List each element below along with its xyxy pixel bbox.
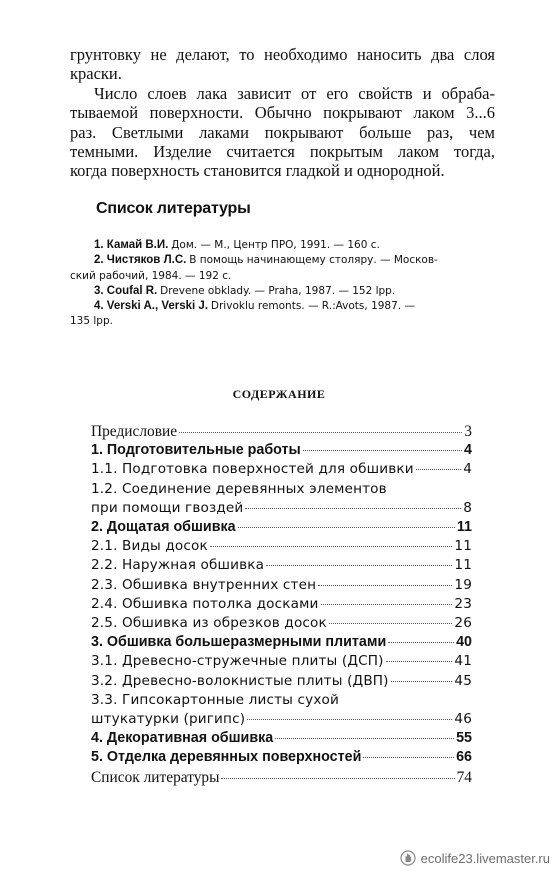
bibliography-item [70, 238, 495, 253]
watermark-text: ecolife23.livemaster.ru [420, 850, 550, 866]
paragraph-line: краски. [70, 64, 122, 84]
dot-leader [386, 661, 453, 662]
bibliography-item [70, 299, 495, 330]
toc-entry-title: 2.5. Обшивка из обрезков досок [91, 615, 327, 632]
paragraph-line: когда поверхность становится гладкой и однородной. [70, 161, 445, 181]
toc-page-number: 40 [456, 634, 472, 651]
paragraph-line: тываемой поверхности. Обычно покрывают лаком 3...6 [70, 103, 495, 123]
bibliography-item [70, 253, 495, 284]
toc-entry [91, 422, 472, 441]
toc-page-number: 74 [456, 768, 472, 786]
toc-entry [91, 633, 472, 652]
toc-entry-title: 5. Отделка деревянных поверхностей [91, 749, 362, 766]
toc-entry-title: 3.1. Древесно-стружечные плиты (ДСП) [91, 653, 384, 670]
toc-entry-title: 1.1. Подготовка поверхностей для обшивки [91, 461, 414, 478]
toc-entry-title: 3.2. Древесно-волокнистые плиты (ДВП) [91, 672, 389, 689]
paragraph-line: раз. Светлыми лаками покрывают больше раз, чем [70, 122, 495, 142]
dot-leader [210, 546, 453, 547]
toc-page-number: 45 [454, 672, 472, 689]
toc-entry [91, 576, 472, 595]
bibliography-text: В помощь начинающему столяру. — Москов- [189, 254, 438, 267]
toc-entry-title-continued: при помощи гвоздей [91, 499, 244, 516]
toc-entry [91, 729, 472, 748]
dot-leader [221, 778, 454, 779]
toc-entry [91, 748, 472, 767]
hand-icon [400, 850, 416, 866]
dot-leader [391, 681, 453, 682]
toc-entry-title: 2.1. Виды досок [91, 538, 208, 555]
toc-entry-title: 1. Подготовительные работы [91, 442, 301, 459]
bibliography-author: 2. Чистяков Л.С. [94, 254, 187, 267]
toc-entry [91, 556, 472, 575]
dot-leader [363, 757, 454, 758]
toc-entry-title: Список литературы [91, 768, 220, 786]
bibliography-text: ский рабочий, 1984. — 192 с. [70, 269, 232, 282]
bibliography-text: Drevene obklady. — Praha, 1987. — 152 lpp. [160, 284, 396, 297]
paragraph-line: темными. Изделие считается покрытым лаком тогда, [70, 141, 495, 161]
toc-entry [91, 691, 472, 729]
toc-entry-title: 2.4. Обшивка потолка досками [91, 595, 319, 612]
paragraph-line: Число слоев лака зависит от его свойств и обраба- [94, 84, 495, 103]
dot-leader [303, 450, 462, 451]
toc-entry-title: 4. Декоративная обшивка [91, 730, 274, 747]
paragraph-1 [70, 45, 495, 84]
bibliography-title: Список литературы [96, 200, 251, 217]
toc-entry-title-continued: штукатурки (ригипс) [91, 711, 246, 728]
toc-entry [91, 518, 472, 537]
bibliography-text: Дом. — М., Центр ПРО, 1991. — 160 с. [171, 239, 380, 251]
paragraph-2 [70, 84, 495, 180]
dot-leader [416, 469, 461, 470]
toc-entry [91, 672, 472, 691]
toc-page-number: 11 [456, 519, 472, 536]
dot-leader [179, 432, 462, 433]
toc-entry [91, 652, 472, 671]
dot-leader [329, 623, 453, 624]
toc-entry-title: Предисловие [91, 423, 178, 440]
bibliography-list [70, 238, 495, 330]
dot-leader [318, 585, 452, 586]
toc-entry [91, 480, 472, 518]
toc-entry-title: 2. Дощатая обшивка [91, 519, 236, 536]
toc-page-number: 46 [454, 711, 472, 728]
bibliography-text: 135 lpp. [70, 315, 113, 328]
toc-entry [91, 460, 472, 479]
dot-leader [388, 642, 454, 643]
toc-entry-title: 3.3. Гипсокартонные листы сухой [91, 691, 339, 708]
toc-entry-title: 3. Обшивка большеразмерными плитами [91, 634, 387, 651]
toc-page-number: 11 [454, 538, 472, 555]
dot-leader [321, 604, 453, 605]
toc-entry-title: 2.2. Наружная обшивка [91, 557, 265, 574]
toc-page-number: 11 [454, 557, 472, 574]
bibliography-author: 4. Verski A., Verski J. [94, 300, 209, 313]
dot-leader [247, 719, 452, 720]
dot-leader [238, 527, 455, 528]
toc-entry [91, 595, 472, 614]
toc-entry-title: 2.3. Обшивка внутренних стен [91, 576, 317, 593]
toc-entry [91, 614, 472, 633]
toc-entry [91, 537, 472, 556]
toc-entry [91, 768, 472, 787]
bibliography-text: Drivoklu remonts. — R.:Avots, 1987. — [210, 300, 415, 313]
toc-page-number: 55 [456, 730, 472, 747]
toc-page-number: 23 [454, 595, 472, 612]
toc-page-number: 8 [463, 499, 472, 516]
toc-page-number: 26 [454, 615, 472, 632]
dot-leader [266, 565, 452, 566]
bibliography-author: 3. Coufal R. [94, 284, 158, 297]
toc-page-number: 19 [454, 576, 472, 593]
toc-entry-title: 1.2. Соединение деревянных элементов [91, 480, 387, 497]
toc-page-number: 66 [456, 749, 472, 766]
toc-page-number: 4 [464, 442, 472, 459]
contents-title: СОДЕРЖАНИЕ [232, 387, 326, 401]
toc-page-number: 3 [464, 423, 472, 440]
bibliography-author: 1. Камай В.И. [94, 239, 169, 251]
dot-leader [245, 508, 461, 509]
bibliography-item [70, 284, 495, 299]
toc-entry [91, 441, 472, 460]
toc-page-number: 4 [463, 461, 472, 478]
toc-page-number: 41 [454, 653, 472, 670]
watermark [400, 850, 550, 866]
paragraph-line: грунтовку не делают, то необходимо наносить два слоя [70, 45, 495, 64]
dot-leader [275, 738, 454, 739]
table-of-contents [91, 422, 472, 787]
